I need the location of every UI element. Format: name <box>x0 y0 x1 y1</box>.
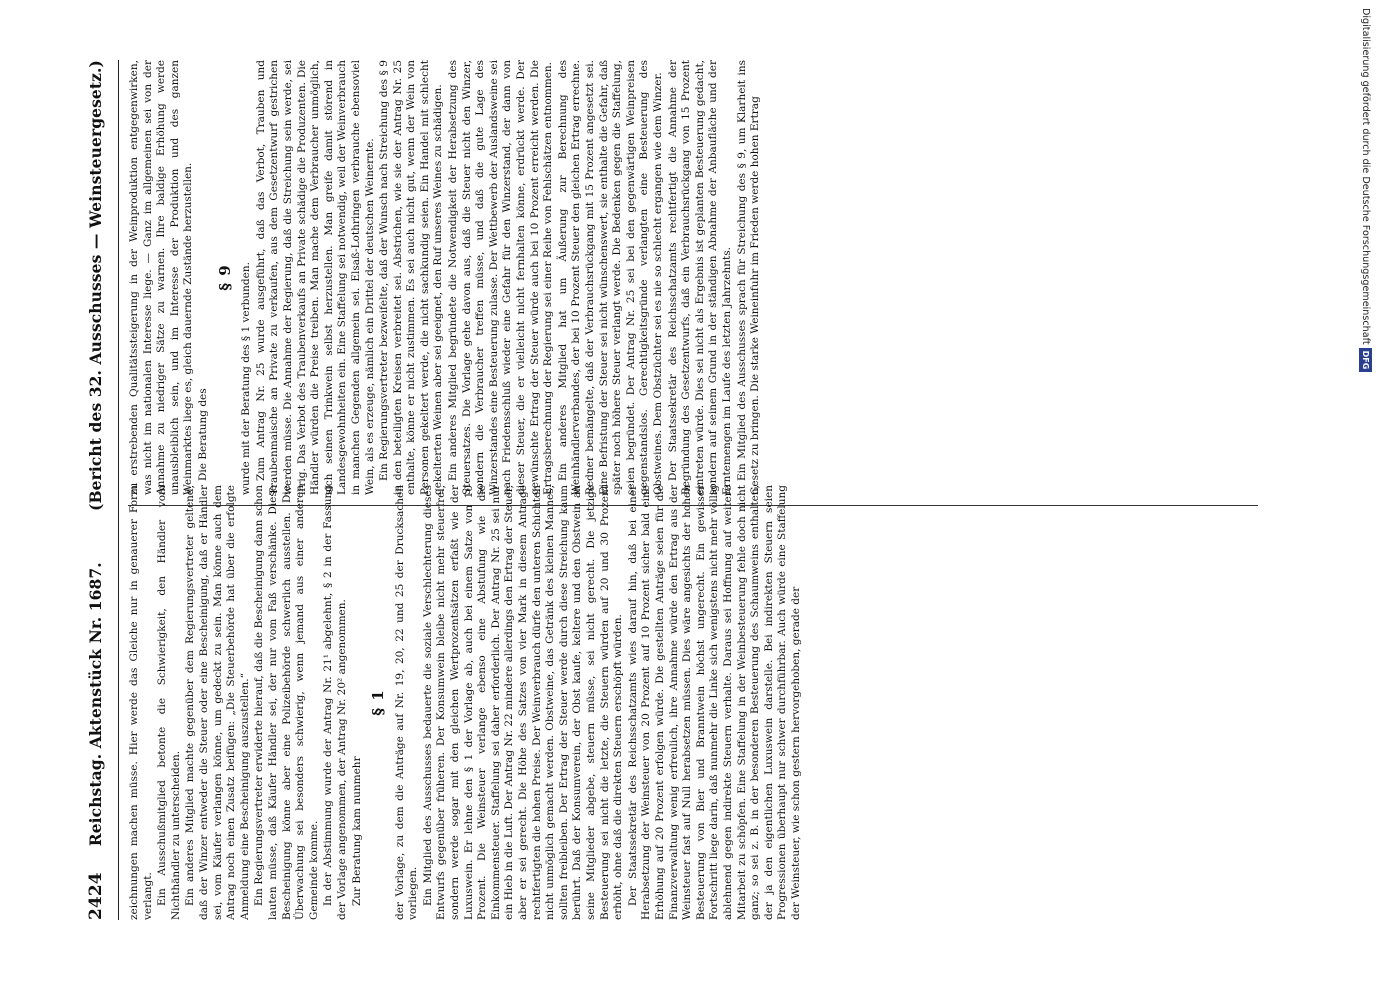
left-column <box>128 485 1278 920</box>
paragraph: Ein anderes Mitglied begründete die Notwendigkeit der Herabsetzung des Steuersatzes. Die Vorlage gehe davon aus, daß die Steuer nicht den Winzer, sondern die Verbraucher treffen müsse, und daß die gute Lage des Winzerstandes eine Besteuerung zulasse. Der Wettbewerb der Auslandsweine sei nach Friedensschluß wieder eine Gefahr für den Winzerstand, der dann von dieser Steuer, die er vielleicht nicht fernhalten könne, erdrückt werde. Der gewünschte Ertrag der Steuer würde auch bei 10 Prozent erreicht werden. Die Ertragsberechnung der Regierung sei einer Reihe von Fehlschätzen entnommen. <box>447 60 555 495</box>
header-rule <box>118 60 119 920</box>
paragraph: Ein anderes Mitglied machte gegenüber dem Regierungsvertreter geltend, daß der Winzer entweder die Steuer oder eine Bescheinigung, daß er Händler sei, vom Käufer verlangen könne, um gedeckt zu sein. Man könne auch dem Antrag noch einen Zusatz beifügen: „Die Steuerbehörde hat über die erfolgte Anmeldung eine Bescheinigung auszustellen.“ <box>184 485 251 920</box>
section-heading: § 9 <box>215 264 234 291</box>
header-title-right: (Bericht des 32. Ausschusses — Weinsteuergesetz.) <box>86 60 105 511</box>
digitization-stamp <box>1355 8 1379 568</box>
column-divider <box>128 505 1258 506</box>
header-title-left: Reichstag. Aktenstück Nr. 1687. <box>86 562 105 847</box>
paragraph: Ein Ausschußmitglied betonte die Schwierigkeit, den Händler vom Nichthändler zu unterscheiden. <box>156 485 182 920</box>
page-header <box>86 60 116 920</box>
stamp-text: Digitalisierung gefördert durch die Deutsche Forschungsgemeinschaft <box>1360 8 1371 345</box>
paragraph: Ein anderes Mitglied hat um Äußerung zur Berechnung des Weinhändlerverbandes, der bei 10 Prozent Steuer den gleichen Ertrag errechne. Redner bemängelte, daß der Verbrauchsrückgang mit 15 Prozent angesetzt sei. Eine Befristung der Steuer sei nicht wünschenswert, sie enthalte die Gefahr, daß später noch höhere Steuer verlangt werde. Die Bedenken gegen die Staffelung, seien begründet. Der Antrag Nr. 25 sei bei den gegenwärtigen Weinpreisen gegenstandslos. Gerechtigkeitsgründe verlangten eine Besteuerung des Obstweines. Dem Obstzüchter sei es nie so schlecht ergangen wie dem Winzer. <box>556 60 664 495</box>
paragraph: Ein Mitglied des Ausschusses sprach für Streichung des § 9, um Klarheit ins Gesetz zu bringen. Die starke Weineinfuhr im Frieden werde hohen Ertrag <box>735 60 762 495</box>
paragraph: wurde mit der Beratung des § 1 verbunden. <box>240 262 253 495</box>
paragraph: Der Staatssekretär des Reichsschatzamts wies darauf hin, daß bei einer Herabsetzung der Weinsteuer von 20 Prozent auf 10 Prozent sicher bald eine Erhöhung auf 20 Prozent erfolgen würde. Die gestellten Anträge seien für die Finanzverwaltung wenig erfreulich, ihre Annahme würde den Ertrag aus der Weinsteuer fast auf Null herabsetzen müssen. Dies wäre angesichts der hohen Besteuerung von Bier und Branntwein höchst ungerecht. Ein gewisser Fortschritt liege darin, daß nunmehr die Linke sich wenigstens nicht mehr völlig ablehnend gegen indirekte Steuern verhalte. Daraus sei Hoffnung auf weitere Mitarbeit zu schöpfen. Eine Staffelung in der Weinbesteuerung fehle doch nicht ganz; so sei z. B. in der besonderen Besteuerung des Schaumweins enthalten, der ja den eigentlichen Luxuswein darstelle. Bei indirekten Steuern seien Progressionen überhaupt nur schwer durchführbar. Auch würde eine Staffelung der Weinsteuer, wie schon gestern hervorgehoben, gerade der <box>626 485 802 920</box>
paragraph: Zur Beratung kam nunmehr <box>350 756 363 906</box>
paragraph: In der Abstimmung wurde der Antrag Nr. 21¹ abgelehnt, § 2 in der Fassung der Vorlage angenommen, der Antrag Nr. 20² angenommen. <box>322 485 348 920</box>
paragraph: zu erstrebenden Qualitätssteigerung in der Weinproduktion entgegenwirken, was nicht im nationalen Interesse liege. — Ganz im allgemeinen sei von der Annahme zu niedriger Sätze zu warnen. Ihre baldige Erhöhung werde unausbleiblich sein, und im Interesse der Produktion und des ganzen Weinmarktes liege es, gleich dauernde Zustände herzustellen. <box>128 60 195 495</box>
dfg-logo: DFG <box>1360 348 1373 373</box>
paragraph: Der Staatssekretär des Reichsschatzamts rechtfertigt die Annahme der Begründung des Gesetzentwurfs, daß ein Verbrauchsrückgang von 15 Prozent eintreten würde. Dies sei nicht als Ergebnis ist geplanten Besteuerung gedacht, sondern auf seinem Grund in der ständigen Abnahme der Anbaufläche und der Erntemengen im Laufe des letzten Jahrzehnts. <box>666 60 733 495</box>
paragraph: zeichnungen machen müsse. Hier werde das Gleiche nur in genauerer Form verlangt. <box>128 485 154 920</box>
section-heading: § 1 <box>369 689 388 716</box>
page-number: 2424 <box>86 872 106 920</box>
paragraph: Ein Mitglied des Ausschusses bedauerte die soziale Verschlechterung dieses Entwurfs gegenüber früheren. Der Konsumwein bleibe nicht mehr steuerfrei, sondern werde sogar mit den gleichen Wertprozentsätzen erfaßt wie der Luxuswein. Er lehne den § 1 der Vorlage ab, auch bei einem Satze von 10 Prozent. Die Weinsteuer verlange ebenso eine Abstufung wie die Einkommensteuer. Staffelung sei daher erforderlich. Der Antrag Nr. 25 sei nur ein Hieb in die Luft. Der Antrag Nr. 22 mindere allerdings den Ertrag der Steuer, aber er sei gerecht. Die Höhe des Satzes von vier Mark in diesem Antrage rechtfertigten die hohen Preise. Der Weinverbrauch dürfe den unteren Schichten nicht unmöglich gemacht werden. Obstweine, das Getränk des kleinen Mannes, sollten freibleiben. Der Ertrag der Steuer werde durch diese Streichung kaum berührt. Daß der Konsumverein, der Obst kaufe, keltere und den Obstwein an seine Mitglieder abgebe, steuern müsse, sei nicht gerecht. Die jetzige Besteuerung sei nicht die letzte, die Steuern würden auf 20 und 30 Prozent erhöht, ohne daß die direkten Steuern erschöpft würden. <box>421 485 625 920</box>
paragraph: Ein Regierungsvertreter bezweifelte, daß der Wunsch nach Streichung des § 9 in den beteiligten Kreisen verbreitet sei. Abstrichen, wie sie der Antrag Nr. 25 enthalte, könne er nicht zustimmen. Es sei auch nicht gut, wenn der Wein von Personen gekeltert werde, die nicht sachkundig seien. Ein Handel mit schlecht gekelterten Weinen aber sei geeignet, den Ruf unseres Weines zu schädigen. <box>378 60 445 495</box>
stamp-text-wrapper <box>1353 8 1377 568</box>
paragraph: Die Beratung des <box>196 388 209 481</box>
paragraph: Zum Antrag Nr. 25 wurde ausgeführt, daß das Verbot, Trauben und Traubenmaische an Private zu verkaufen, aus dem Gesetzentwurf gestrichen werden müsse. Die Annahme der Regierung, daß die Streichung sein werde, sei irrig. Das Verbot des Traubenverkaufs an Private schädige die Produzenten. Die Händler würden die Preise treiben. Man mache dem Verbraucher unmöglich, sich seinen Trinkwein selbst herzustellen. Man greife damit störend in Landesgewohnheiten ein. Eine Staffelung sei notwendig, weil der Weinverbrauch in manchen Gegenden allgemein sei. Elsaß-Lothringen verbrauche ebensoviel Wein, als es erzeuge, nämlich ein Drittel der deutschen Weinernte. <box>254 60 376 495</box>
right-column <box>128 60 1278 495</box>
paragraph: Ein Regierungsvertreter erwiderte hierauf, daß die Bescheinigung dann schon lauten müsse, daß Käufer Händler sei, der nur vom Faß verschänke. Diese Bescheinigung könne aber eine Polizeibehörde schwerlich ausstellen. Die Überwachung sei besonders schwierig, wenn jemand aus einer anderen Gemeinde komme. <box>253 485 320 920</box>
paragraph: der Vorlage, zu dem die Anträge auf Nr. 19, 20, 22 und 25 der Drucksachen vorliegen. <box>393 485 420 920</box>
